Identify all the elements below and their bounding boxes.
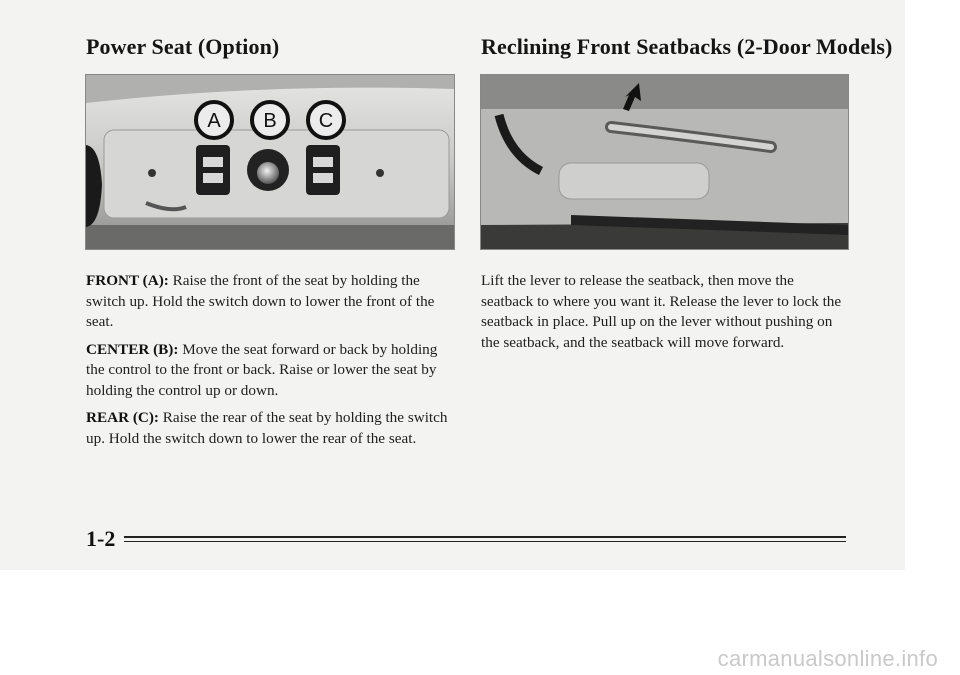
rear-switch-label: REAR (C):: [86, 409, 159, 426]
power-seat-heading: Power Seat (Option): [86, 34, 280, 59]
power-seat-instructions: [86, 271, 454, 456]
footer-rule-thick: [124, 536, 846, 538]
callout-b: B: [263, 110, 277, 132]
reclining-seatbacks-instructions: [481, 271, 847, 360]
callout-a: A: [207, 110, 221, 132]
power-seat-controls-illustration: [86, 75, 454, 249]
center-control-paragraph: [86, 340, 454, 402]
power-seat-controls-photo: [85, 74, 455, 250]
callout-c: C: [318, 110, 334, 132]
front-switch-text: Raise the front of the seat by holding the switch up. Hold the switch down to lower the front of the seat.: [86, 272, 435, 330]
center-control-text: Move the seat forward or back by holding the control to the front or back. Raise or lower the seat by holding the control up or down.: [86, 340, 438, 399]
page-number: 1-2: [86, 526, 116, 551]
rear-switch-text: Raise the rear of the seat by holding the switch up. Hold the switch down to lower the rear of the seat.: [86, 409, 448, 447]
site-watermark: carmanualsonline.info: [717, 646, 938, 671]
seatback-paragraph: Lift the lever to release the seatback, then move the seatback to where you want it. Release the lever to lock the seatback in place. Pull up on the lever without pushing on the seatback, and the seatback will move forward.: [481, 272, 842, 351]
reclining-seatbacks-heading: Reclining Front Seatbacks (2-Door Models): [481, 34, 893, 59]
rear-switch-paragraph: [86, 408, 454, 449]
seatback-lever-photo: [480, 74, 849, 250]
seatback-lever-illustration: [481, 75, 848, 249]
front-switch-label: FRONT (A):: [86, 272, 169, 289]
front-switch-paragraph: [86, 271, 454, 333]
center-control-label: CENTER (B):: [86, 340, 179, 358]
footer-rule-thin: [124, 541, 846, 542]
